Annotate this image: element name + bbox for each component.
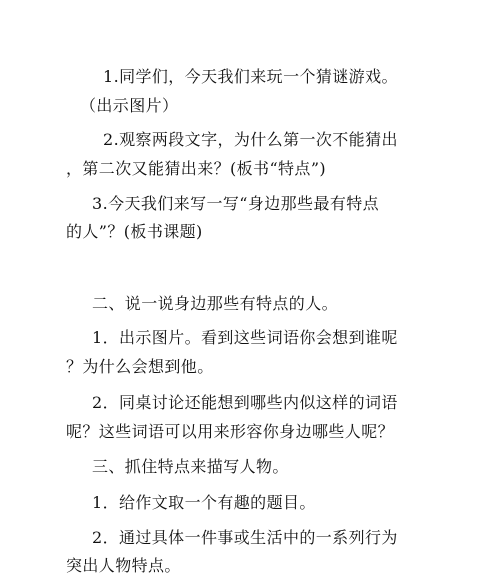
text-line-1: 1.同学们，今天我们来玩一个猜谜游戏。: [103, 67, 398, 86]
section-heading-2: 二、说一说身边那些有特点的人。: [92, 294, 339, 313]
text-line-3: 2.观察两段文字，为什么第一次不能猜出: [103, 130, 398, 149]
text-line-10: 2．同桌讨论还能想到哪些内似这样的词语: [92, 393, 398, 412]
text-line-4: ，第二次又能猜出来？(板书“特点”): [66, 159, 327, 178]
text-line-8: 1．出示图片。看到这些词语你会想到谁呢: [92, 328, 398, 347]
text-line-13: 1．给作文取一个有趣的题目。: [92, 493, 316, 512]
text-line-2: （出示图片）: [80, 96, 179, 115]
section-heading-3: 三、抓住特点来描写人物。: [92, 457, 289, 476]
text-line-5: 3.今天我们来写一写“身边那些最有特点: [92, 194, 380, 213]
text-line-14: 2．通过具体一件事或生活中的一系列行为: [92, 528, 398, 547]
text-line-9: ？为什么会想到他。: [66, 357, 214, 376]
text-line-11: 呢？这些词语可以用来形容你身边哪些人呢？: [66, 422, 395, 441]
text-line-6: 的人”？(板书课题): [66, 222, 203, 241]
text-line-15: 突出人物特点。: [66, 556, 181, 575]
